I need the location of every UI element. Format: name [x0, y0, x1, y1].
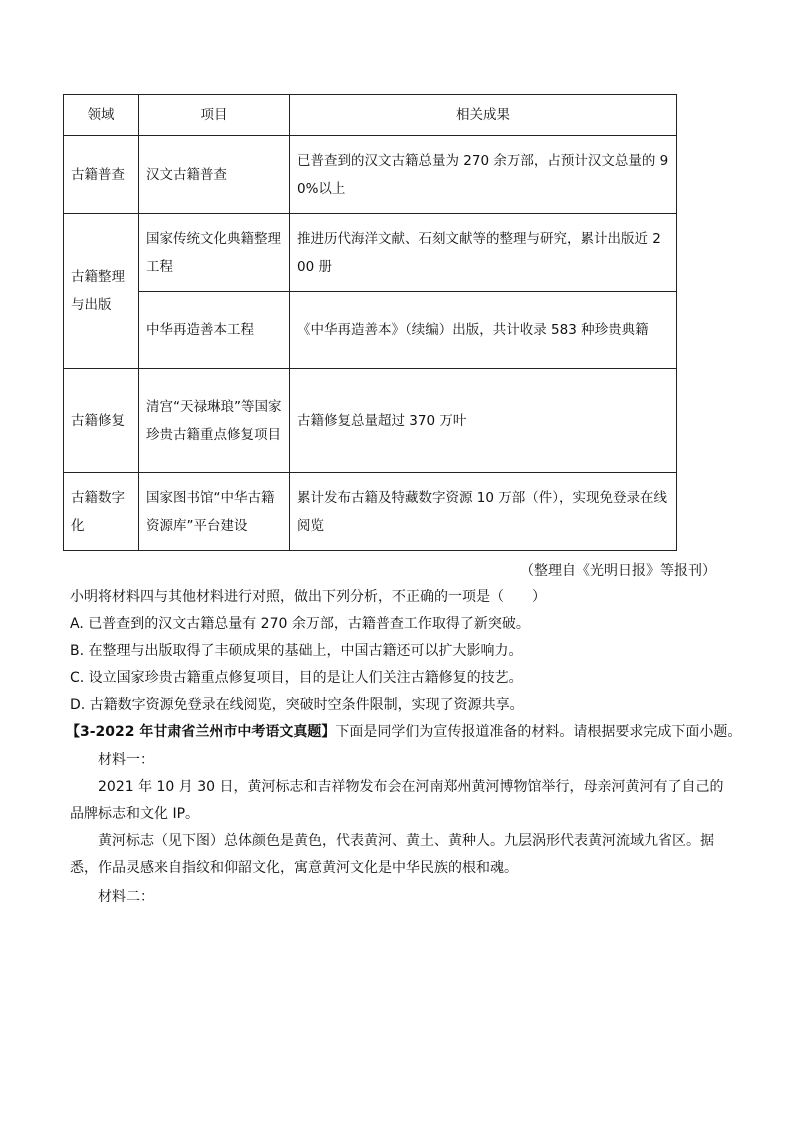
table-row	[64, 136, 677, 214]
header-result: 相关成果	[290, 95, 677, 136]
option-c: C. 设立国家珍贵古籍重点修复项目，目的是让人们关注古籍修复的技艺。	[70, 670, 523, 686]
option-a: A. 已普查到的汉文古籍总量有 270 余万部，古籍普查工作取得了新突破。	[70, 616, 530, 632]
option-b: B. 在整理与出版取得了丰硕成果的基础上，中国古籍还可以扩大影响力。	[70, 643, 523, 659]
option-d: D. 古籍数字资源免登录在线阅览，突破时空条件限制，实现了资源共享。	[70, 697, 524, 713]
cell-domain: 古籍整理与出版	[64, 214, 139, 369]
cell-project: 国家图书馆“中华古籍资源库”平台建设	[139, 473, 290, 551]
material2-label: 材料二：	[98, 889, 154, 905]
section-title: 【3-2022 年甘肃省兰州市中考语文真题】	[66, 724, 336, 740]
cell-domain: 古籍数字化	[64, 473, 139, 551]
cell-project: 中华再造善本工程	[139, 292, 290, 369]
table-row	[64, 369, 677, 473]
cell-domain: 古籍修复	[64, 369, 139, 473]
table-row	[64, 473, 677, 551]
achievements-table	[63, 94, 677, 551]
table-row	[64, 214, 677, 292]
cell-project: 国家传统文化典籍整理工程	[139, 214, 290, 292]
question-stem: 小明将材料四与其他材料进行对照，做出下列分析，不正确的一项是（ ）	[70, 589, 546, 605]
table-row	[64, 292, 677, 369]
cell-project: 汉文古籍普查	[139, 136, 290, 214]
material1-para1: 2021 年 10 月 30 日，黄河标志和吉祥物发布会在河南郑州黄河博物馆举行，母亲河黄河有了自己的品牌标志和文化 IP。	[70, 779, 724, 822]
material1-label: 材料一：	[98, 752, 154, 768]
cell-result: 《中华再造善本》（续编）出版，共计收录 583 种珍贵典籍	[290, 292, 677, 369]
cell-result: 古籍修复总量超过 370 万叶	[290, 369, 677, 473]
header-project: 项目	[139, 95, 290, 136]
header-domain: 领域	[64, 95, 139, 136]
source-note: （整理自《光明日报》等报刊）	[520, 563, 716, 579]
cell-result: 推进历代海洋文献、石刻文献等的整理与研究，累计出版近 200 册	[290, 214, 677, 292]
cell-result: 已普查到的汉文古籍总量为 270 余万部，占预计汉文总量的 90%以上	[290, 136, 677, 214]
table-header-row	[64, 95, 677, 136]
cell-project: 清宫“天禄琳琅”等国家珍贵古籍重点修复项目	[139, 369, 290, 473]
material1-para2: 黄河标志（见下图）总体颜色是黄色，代表黄河、黄土、黄种人。九层涡形代表黄河流域九省区。据悉，作品灵感来自指纹和仰韶文化，寓意黄河文化是中华民族的根和魂。	[70, 833, 714, 876]
section-heading	[66, 720, 741, 744]
cell-result: 累计发布古籍及特藏数字资源 10 万部（件），实现免登录在线阅览	[290, 473, 677, 551]
section-intro: 下面是同学们为宣传报道准备的材料。请根据要求完成下面小题。	[335, 724, 742, 740]
cell-domain: 古籍普查	[64, 136, 139, 214]
